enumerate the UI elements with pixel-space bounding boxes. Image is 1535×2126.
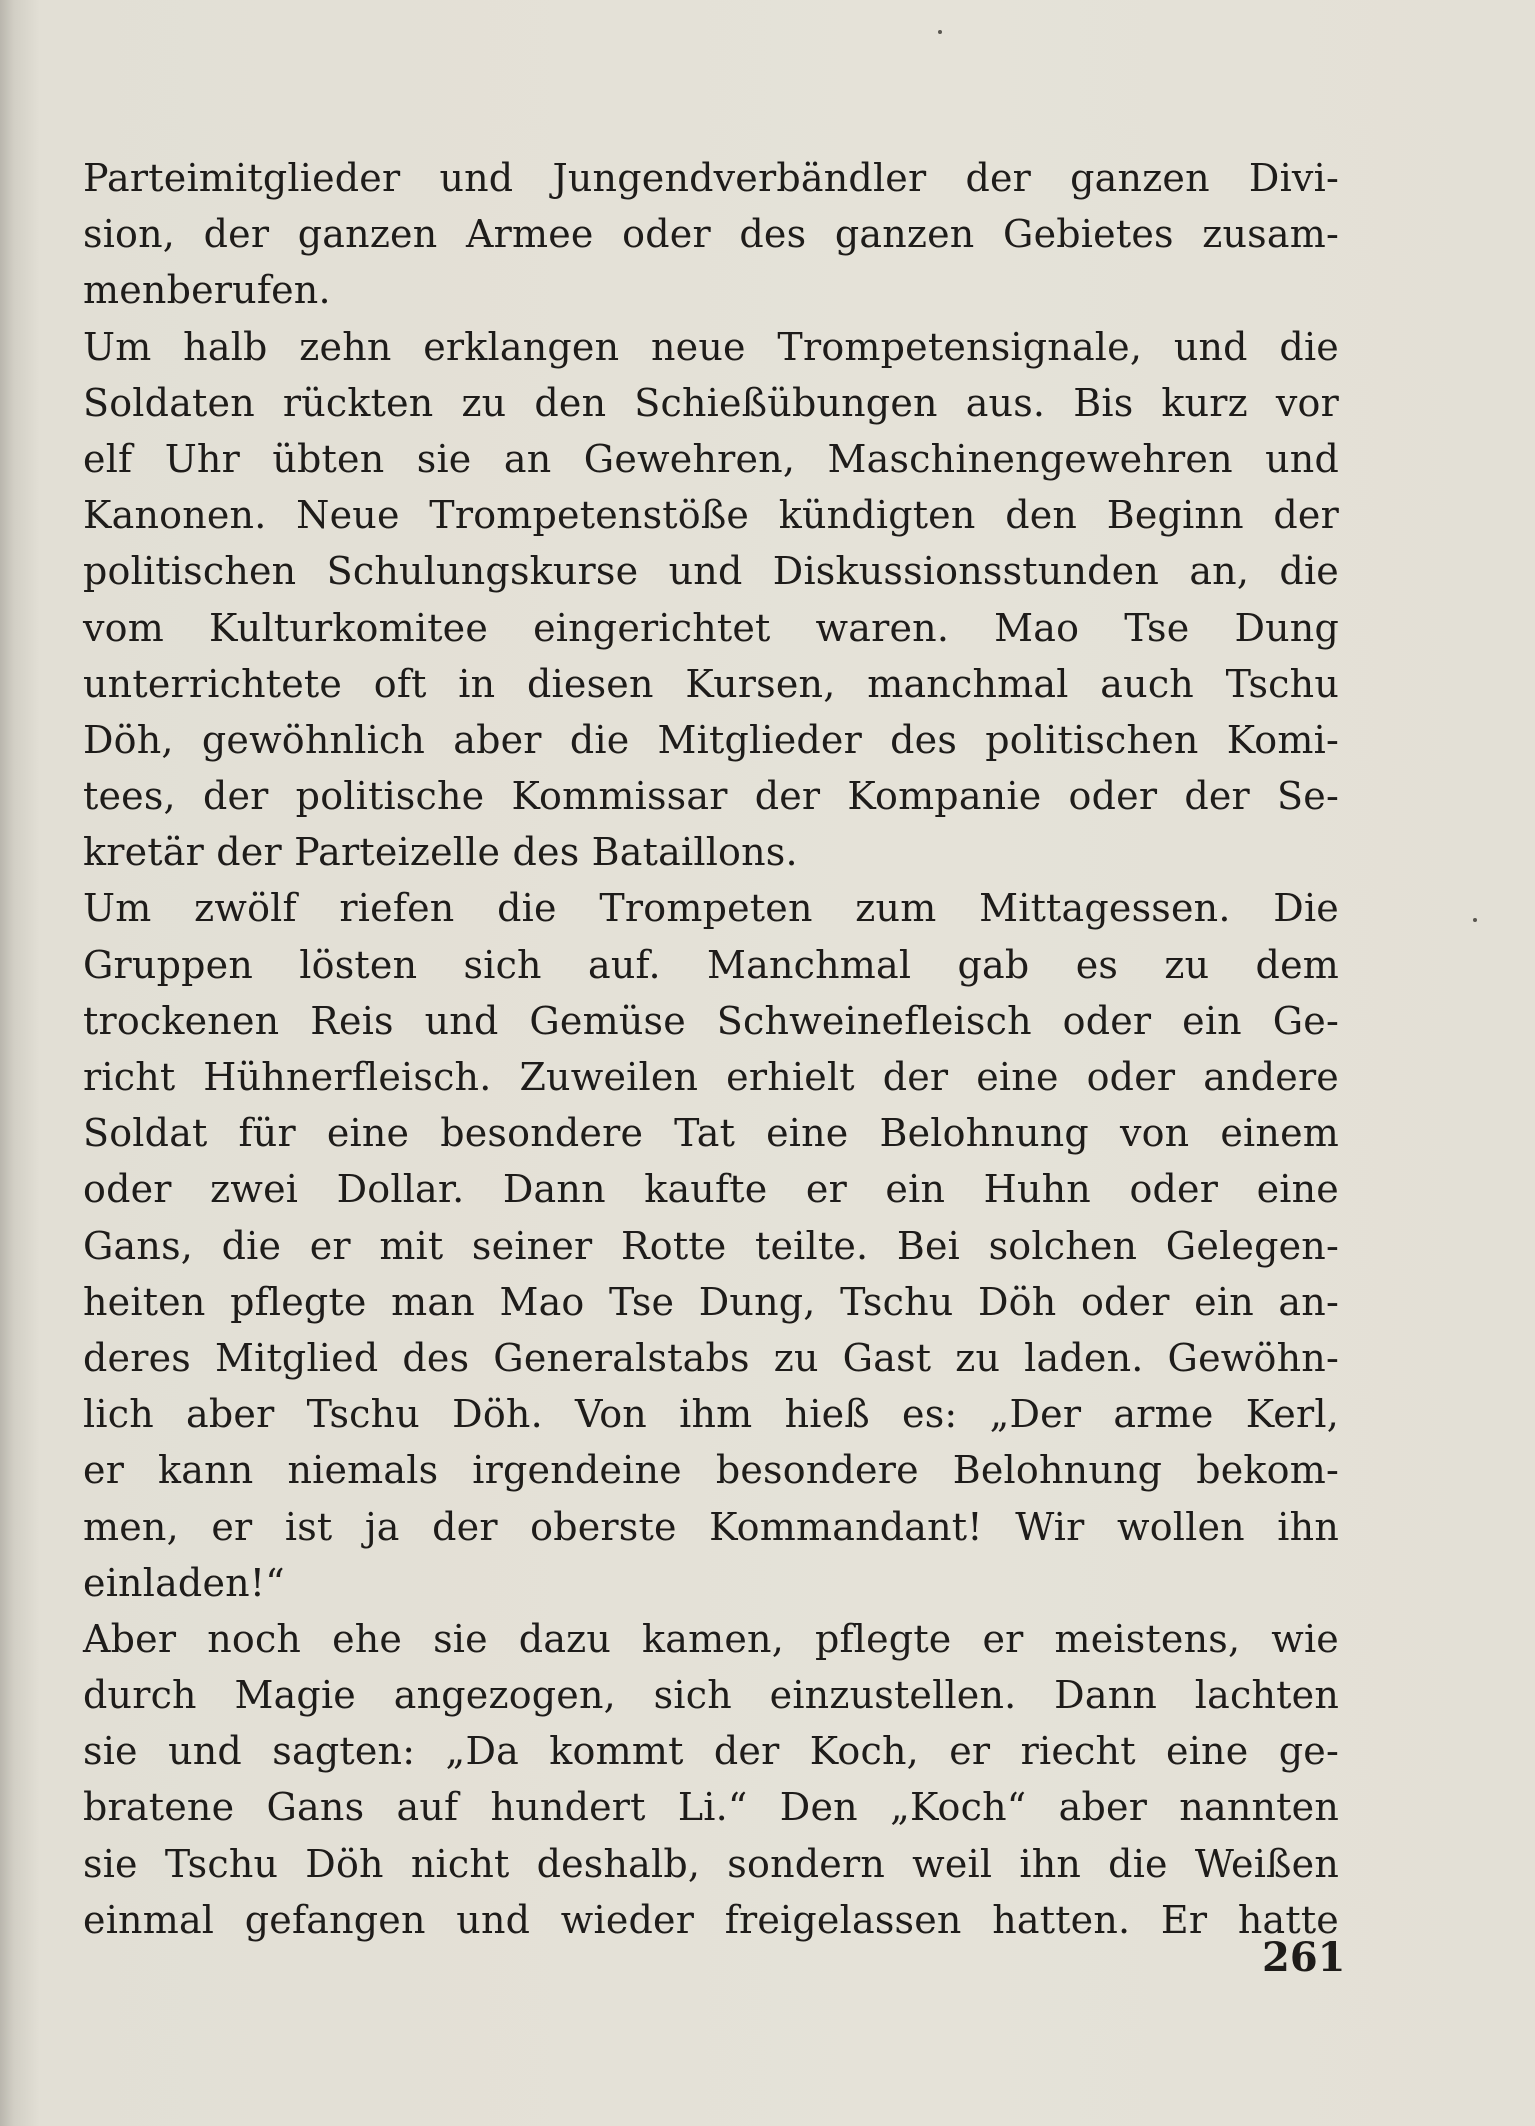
text-line: sie Tschu Döh nicht deshalb, sondern weil ihn die Weißen xyxy=(83,1841,1339,1886)
text-line: lich aber Tschu Döh. Von ihm hieß es: „Der arme Kerl, xyxy=(83,1392,1339,1437)
paper-speck xyxy=(938,30,942,34)
text-line: einmal gefangen und wieder freigelassen hatten. Er hatte xyxy=(83,1897,1339,1942)
text-line: Um zwölf riefen die Trompeten zum Mittagessen. Die xyxy=(83,886,1339,931)
text-line: menberufen. xyxy=(83,268,331,313)
text-line: sion, der ganzen Armee oder des ganzen Gebietes zusam- xyxy=(83,212,1339,257)
text-line: Soldaten rückten zu den Schießübungen aus. Bis kurz vor xyxy=(83,380,1339,425)
text-line: vom Kulturkomitee eingerichtet waren. Mao Tse Dung xyxy=(83,605,1339,650)
text-line: trockenen Reis und Gemüse Schweinefleisch oder ein Ge- xyxy=(83,998,1339,1043)
text-line: richt Hühnerfleisch. Zuweilen erhielt der eine oder andere xyxy=(83,1055,1339,1099)
page-number: 261 xyxy=(1262,1934,1346,1981)
text-line: Kanonen. Neue Trompetenstöße kündigten den Beginn der xyxy=(83,493,1339,538)
text-line: politischen Schulungskurse und Diskussionsstunden an, die xyxy=(83,549,1339,594)
text-line: bratene Gans auf hundert Li.“ Den „Koch“ aber nannten xyxy=(83,1785,1339,1830)
text-line: deres Mitglied des Generalstabs zu Gast zu laden. Gewöhn- xyxy=(83,1335,1339,1380)
text-line: Um halb zehn erklangen neue Trompetensignale, und die xyxy=(83,324,1339,369)
body-text xyxy=(83,150,1339,1948)
text-line: Aber noch ehe sie dazu kamen, pflegte er meistens, wie xyxy=(83,1616,1339,1661)
text-line: durch Magie angezogen, sich einzustellen. Dann lachten xyxy=(83,1673,1339,1718)
text-line: Soldat für eine besondere Tat eine Belohnung von einem xyxy=(83,1111,1339,1156)
text-line: unterrichtete oft in diesen Kursen, manchmal auch Tschu xyxy=(83,661,1339,706)
text-line: elf Uhr übten sie an Gewehren, Maschinengewehren und xyxy=(83,436,1339,481)
text-line: er kann niemals irgendeine besondere Belohnung bekom- xyxy=(83,1448,1339,1493)
text-line: einladen!“ xyxy=(83,1560,285,1605)
text-line: heiten pflegte man Mao Tse Dung, Tschu Döh oder ein an- xyxy=(83,1279,1339,1324)
text-line: Parteimitglieder und Jungendverbändler der ganzen Divi- xyxy=(83,156,1339,200)
text-line: sie und sagten: „Da kommt der Koch, er riecht eine ge- xyxy=(83,1729,1339,1774)
paper-speck xyxy=(1473,918,1477,922)
text-line: oder zwei Dollar. Dann kaufte er ein Huhn oder eine xyxy=(83,1167,1339,1212)
text-line: Gans, die er mit seiner Rotte teilte. Bei solchen Gelegen- xyxy=(83,1223,1339,1268)
text-line: Döh, gewöhnlich aber die Mitglieder des politischen Komi- xyxy=(83,717,1339,762)
text-line: kretär der Parteizelle des Bataillons. xyxy=(83,830,798,875)
text-line: men, er ist ja der oberste Kommandant! Wir wollen ihn xyxy=(83,1504,1339,1549)
text-line: Gruppen lösten sich auf. Manchmal gab es zu dem xyxy=(83,942,1339,987)
text-line: tees, der politische Kommissar der Kompanie oder der Se- xyxy=(83,774,1339,819)
